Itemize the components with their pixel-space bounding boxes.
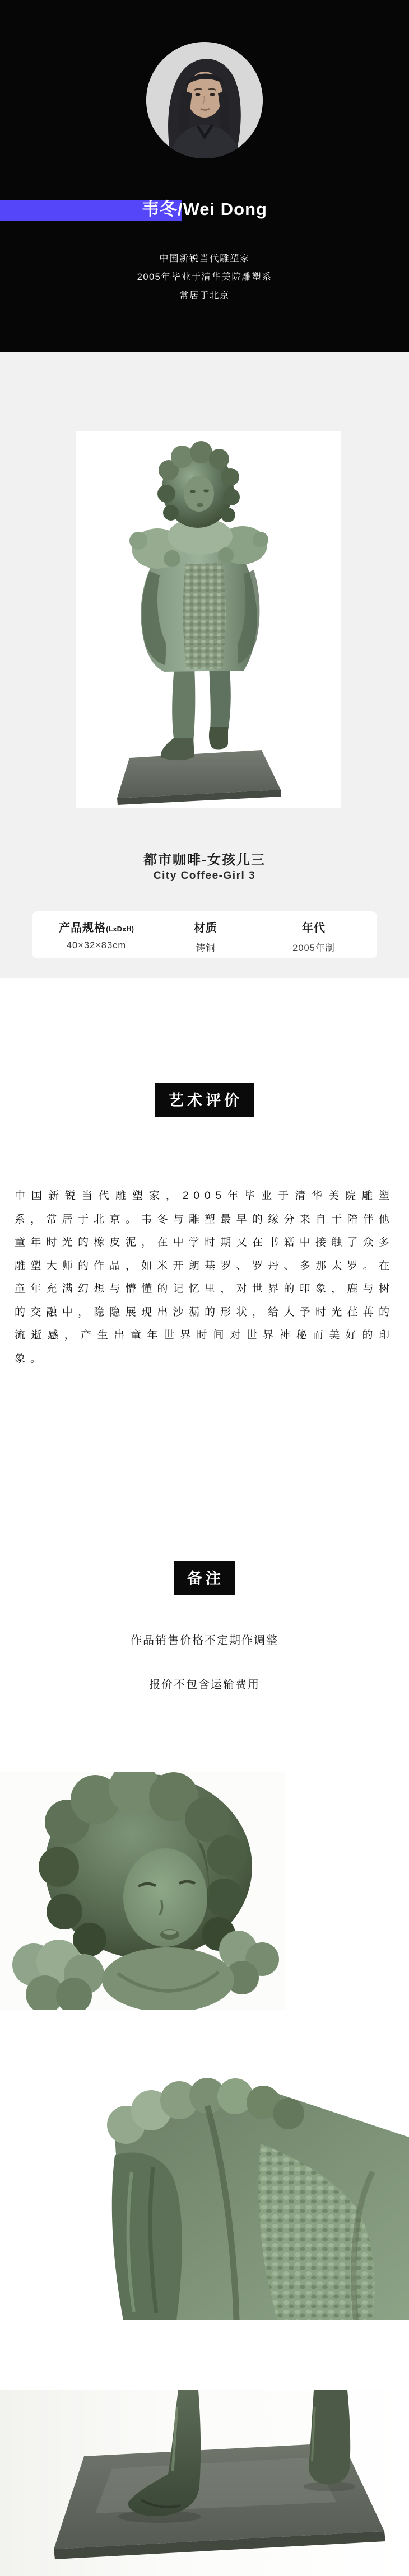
spec-dimensions-value: 40×32×83cm — [66, 940, 127, 950]
review-heading: 艺术评价 — [155, 1083, 254, 1117]
artist-bio-line-3: 常居于北京 — [179, 291, 230, 301]
remark-line-1: 作品销售价格不定期作调整 — [131, 1634, 278, 1647]
artist-name: 韦冬/Wei Dong — [142, 199, 267, 219]
artist-header — [0, 0, 409, 352]
spec-year-label: 年代 — [302, 922, 326, 934]
sculpture-base-closeup-image — [0, 2390, 409, 2576]
spec-col-dimensions — [32, 911, 161, 958]
spec-card — [32, 911, 377, 958]
detail-photo-torso — [92, 2071, 409, 2320]
product-title-en: City Coffee-Girl 3 — [153, 870, 256, 882]
spec-year-value: 2005年制 — [292, 943, 335, 953]
spec-material-label: 材质 — [194, 922, 217, 934]
detail-photo-head — [0, 1772, 286, 2010]
review-heading-wrap — [0, 1083, 409, 1117]
product-title-zh: 都市咖啡-女孩儿三 — [143, 853, 266, 868]
artist-avatar — [146, 42, 263, 158]
spec-material-value: 铸铜 — [196, 943, 216, 953]
remarks-heading-wrap — [0, 1561, 409, 1595]
detail-photo-base — [0, 2390, 409, 2576]
spec-dimensions-label: 产品规格(LxDxH) — [59, 922, 134, 934]
artist-bio-line-1: 中国新锐当代雕塑家 — [159, 254, 250, 264]
product-main-photo — [76, 431, 341, 808]
artist-bio-line-2: 2005年毕业于清华美院雕塑系 — [137, 272, 272, 282]
artist-portrait-image — [146, 42, 263, 158]
remarks-heading: 备注 — [174, 1561, 235, 1595]
review-body: 中国新锐当代雕塑家，2005年毕业于清华美院雕塑系，常居于北京。韦冬与雕塑最早的缘分来自于陪伴他童年时光的橡皮泥，在中学时期又在书籍中接触了众多雕塑大师的作品，如米开朗基罗、罗丹、多那太罗。在童年充满幻想与懵懂的记忆里，对世界的印象，鹿与树的交融中，隐隐展现出沙漏的形状，给人予时光荏苒的流逝感，产生出童年世界时间对世界神秘而美好的印象。 — [15, 1190, 394, 1365]
remark-line-2: 报价不包含运输费用 — [149, 1679, 260, 1691]
spec-col-year — [250, 911, 377, 958]
sculpture-torso-closeup-image — [92, 2071, 409, 2320]
spec-col-material — [161, 911, 250, 958]
sculpture-head-closeup-image — [0, 1772, 286, 2010]
artist-bio — [0, 250, 409, 305]
sculpture-full-figure-image — [76, 431, 341, 808]
